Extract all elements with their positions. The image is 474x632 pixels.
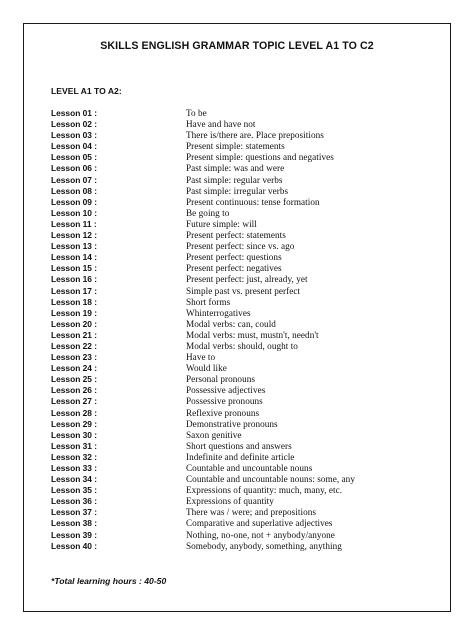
lesson-topic: Future simple: will — [186, 218, 257, 229]
lesson-number: Lesson 04 : — [51, 141, 98, 152]
lesson-row — [51, 396, 441, 407]
lesson-row — [51, 252, 441, 263]
lesson-number: Lesson 03 : — [51, 130, 98, 141]
lesson-topic: There was / were; and prepositions — [186, 507, 317, 518]
lesson-row — [51, 441, 441, 452]
lesson-topic: Present perfect: negatives — [186, 263, 282, 274]
lesson-topic: Whinterrogatives — [186, 307, 251, 318]
lesson-number: Lesson 21 : — [51, 329, 98, 340]
lesson-row — [51, 452, 441, 463]
lesson-number: Lesson 29 : — [51, 418, 98, 429]
lesson-topic: Short forms — [186, 296, 231, 307]
lesson-topic: Modal verbs: should, ought to — [186, 340, 298, 351]
lesson-number: Lesson 37 : — [51, 507, 98, 518]
lesson-row — [51, 175, 441, 186]
lesson-topic: Demonstrative pronouns — [186, 418, 278, 429]
lesson-list — [51, 108, 441, 552]
lesson-number: Lesson 10 : — [51, 207, 98, 218]
lesson-row — [51, 152, 441, 163]
lesson-topic: Comparative and superlative adjectives — [186, 518, 333, 529]
lesson-row — [51, 108, 441, 119]
lesson-row — [51, 430, 441, 441]
lesson-topic: Present continuous: tense formation — [186, 196, 320, 207]
lesson-number: Lesson 12 : — [51, 230, 98, 241]
lesson-number: Lesson 27 : — [51, 396, 98, 407]
lesson-number: Lesson 24 : — [51, 363, 98, 374]
lesson-topic: Personal pronouns — [186, 374, 255, 385]
lesson-number: Lesson 23 : — [51, 352, 98, 363]
lesson-number: Lesson 01 : — [51, 108, 98, 118]
total-hours-note: *Total learning hours : 40-50 — [51, 576, 167, 586]
lesson-number: Lesson 39 : — [51, 529, 98, 540]
lesson-number: Lesson 34 : — [51, 474, 98, 485]
lesson-topic: Somebody, anybody, something, anything — [186, 540, 342, 551]
lesson-row — [51, 230, 441, 241]
page-title: SKILLS ENGLISH GRAMMAR TOPIC LEVEL A1 TO C2 — [100, 40, 374, 52]
lesson-number: Lesson 17 : — [51, 285, 98, 296]
lesson-topic: Would like — [186, 363, 227, 374]
lesson-row — [51, 219, 441, 230]
lesson-number: Lesson 28 : — [51, 407, 98, 418]
lesson-row — [51, 297, 441, 308]
lesson-number: Lesson 38 : — [51, 518, 98, 529]
lesson-row — [51, 474, 441, 485]
lesson-number: Lesson 19 : — [51, 307, 98, 318]
lesson-topic: Expressions of quantity: much, many, etc. — [186, 485, 343, 496]
lesson-number: Lesson 32 : — [51, 451, 98, 462]
lesson-number: Lesson 20 : — [51, 318, 98, 329]
lesson-topic: Present simple: statements — [186, 141, 285, 152]
lesson-row — [51, 319, 441, 330]
lesson-row — [51, 507, 441, 518]
lesson-topic: Past simple: was and were — [186, 163, 285, 174]
lesson-number: Lesson 33 : — [51, 463, 98, 473]
lesson-topic: Modal verbs: can, could — [186, 318, 276, 329]
lesson-number: Lesson 18 : — [51, 296, 98, 307]
lesson-number: Lesson 06 : — [51, 163, 98, 174]
lesson-row — [51, 308, 441, 319]
lesson-topic: Have and have not — [186, 119, 256, 130]
lesson-topic: Possessive pronouns — [186, 396, 263, 407]
lesson-row — [51, 330, 441, 341]
lesson-topic: Reflexive pronouns — [186, 407, 260, 418]
lesson-number: Lesson 36 : — [51, 496, 98, 507]
lesson-number: Lesson 26 : — [51, 385, 98, 396]
lesson-topic: Be going to — [186, 207, 230, 218]
lesson-row — [51, 496, 441, 507]
lesson-number: Lesson 31 : — [51, 440, 98, 451]
lesson-row — [51, 274, 441, 285]
lesson-number: Lesson 02 : — [51, 119, 98, 130]
lesson-number: Lesson 30 : — [51, 429, 98, 440]
lesson-topic: Countable and uncountable nouns — [186, 463, 313, 473]
lesson-row — [51, 197, 441, 208]
lesson-row — [51, 130, 441, 141]
lesson-row — [51, 530, 441, 541]
lesson-topic: To be — [186, 108, 207, 118]
lesson-row — [51, 163, 441, 174]
lesson-row — [51, 186, 441, 197]
lesson-topic: Present perfect: statements — [186, 230, 286, 241]
lesson-topic: Past simple: regular verbs — [186, 174, 283, 185]
lesson-number: Lesson 16 : — [51, 274, 98, 285]
level-heading: LEVEL A1 TO A2: — [51, 86, 122, 96]
lesson-topic: There is/there are. Place prepositions — [186, 130, 324, 141]
lesson-row — [51, 485, 441, 496]
lesson-number: Lesson 15 : — [51, 263, 98, 274]
lesson-topic: Present perfect: just, already, yet — [186, 274, 308, 285]
lesson-number: Lesson 08 : — [51, 185, 98, 196]
lesson-number: Lesson 13 : — [51, 241, 98, 252]
lesson-row — [51, 352, 441, 363]
lesson-row — [51, 518, 441, 529]
lesson-row — [51, 341, 441, 352]
lesson-row — [51, 385, 441, 396]
lesson-row — [51, 419, 441, 430]
lesson-row — [51, 241, 441, 252]
lesson-row — [51, 286, 441, 297]
lesson-row — [51, 374, 441, 385]
lesson-topic: Present perfect: questions — [186, 252, 282, 263]
lesson-row — [51, 463, 441, 474]
lesson-row — [51, 541, 441, 552]
lesson-topic: Present perfect: since vs. ago — [186, 241, 295, 252]
lesson-row — [51, 141, 441, 152]
lesson-topic: Saxon genitive — [186, 429, 242, 440]
lesson-topic: Modal verbs: must, mustn't, needn't — [186, 329, 319, 340]
lesson-row — [51, 363, 441, 374]
lesson-topic: Expressions of quantity — [186, 496, 274, 507]
lesson-number: Lesson 11 : — [51, 218, 97, 229]
lesson-topic: Short questions and answers — [186, 440, 292, 451]
lesson-topic: Past simple: irregular verbs — [186, 185, 289, 196]
lesson-row — [51, 208, 441, 219]
lesson-topic: Countable and uncountable nouns: some, any — [186, 474, 355, 485]
lesson-number: Lesson 14 : — [51, 252, 98, 263]
lesson-topic: Indefinite and definite article — [186, 451, 295, 462]
lesson-number: Lesson 09 : — [51, 196, 98, 207]
lesson-topic: Nothing, no-one, not + anybody/anyone — [186, 529, 335, 540]
lesson-number: Lesson 35 : — [51, 485, 98, 496]
lesson-topic: Simple past vs. present perfect — [186, 285, 301, 296]
lesson-number: Lesson 40 : — [51, 540, 98, 551]
lesson-number: Lesson 22 : — [51, 340, 98, 351]
lesson-topic: Have to — [186, 352, 216, 363]
lesson-topic: Present simple: questions and negatives — [186, 152, 334, 163]
lesson-number: Lesson 05 : — [51, 152, 98, 163]
lesson-row — [51, 408, 441, 419]
lesson-row — [51, 263, 441, 274]
lesson-row — [51, 119, 441, 130]
lesson-number: Lesson 07 : — [51, 174, 98, 185]
lesson-topic: Possessive adjectives — [186, 385, 266, 396]
lesson-number: Lesson 25 : — [51, 374, 98, 385]
